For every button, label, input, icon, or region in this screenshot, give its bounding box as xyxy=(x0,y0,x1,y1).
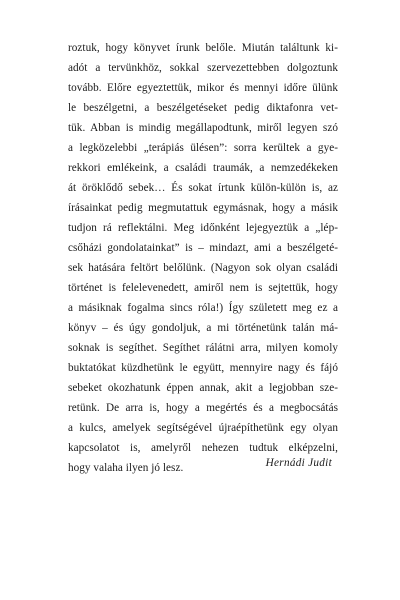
text-line: tudjon rá reflektálni. Meg időnként lejegyeztük a „lép- xyxy=(68,222,338,234)
text-line: a kulcs, amelyek segítségével újraépíthetünk egy olyan xyxy=(68,422,338,434)
text-line: a másiknak fogalma sincs róla!) Így született meg ez a xyxy=(68,302,338,314)
text-line: írásainkat pedig megmutattuk egymásnak, hogy a másik xyxy=(68,202,338,214)
text-line: sebeket okozhatunk éppen annak, akit a legjobban sze- xyxy=(68,382,338,394)
text-line: át öröklődő sebek… És sokat írtunk külön-külön is, az xyxy=(68,182,338,194)
text-line: sek hatására feltört belőlünk. (Nagyon sok olyan családi xyxy=(68,262,338,274)
text-line-last: hogy valaha ilyen jó lesz. xyxy=(68,462,184,474)
text-line: soknak is segíthet. Segíthet rálátni arra, milyen komoly xyxy=(68,342,338,354)
text-line: csőházi gondolatainkat” is – mindazt, ami a beszélgeté- xyxy=(68,242,338,254)
text-line: tük. Abban is mindig megállapodtunk, miről legyen szó xyxy=(68,122,338,134)
text-line: rekkori emlékeink, a családi traumák, a nemzedékeken xyxy=(68,162,338,174)
text-line: adót a tervünkhöz, sokkal szervezettebben dolgoztunk xyxy=(68,62,338,74)
author-signature: Hernádi Judit xyxy=(265,457,332,469)
text-line: tovább. Előre egyeztettük, mikor és mennyi időre ülünk xyxy=(68,82,338,94)
text-line: buktatókat küzdhetünk le együtt, mennyire nagy és fájó xyxy=(68,362,338,374)
text-line: roztuk, hogy könyvet írunk belőle. Miután találtunk ki- xyxy=(68,42,338,54)
text-line: kapcsolatot is, amelyről nehezen tudtuk elképzelni, xyxy=(68,442,338,454)
text-line: retünk. De arra is, hogy a megértés és a megbocsátás xyxy=(68,402,338,414)
text-line: könyv – és úgy gondoljuk, a mi történetünk talán má- xyxy=(68,322,338,334)
body-text xyxy=(68,38,338,478)
text-line: a legközelebbi „terápiás ülésen”: sorra kerültek a gye- xyxy=(68,142,338,154)
text-line: le beszélgetni, a beszélgetéseket pedig diktafonra vet- xyxy=(68,102,338,114)
text-line: történet is felelevenedett, amiről nem is sejtettük, hogy xyxy=(68,282,338,294)
